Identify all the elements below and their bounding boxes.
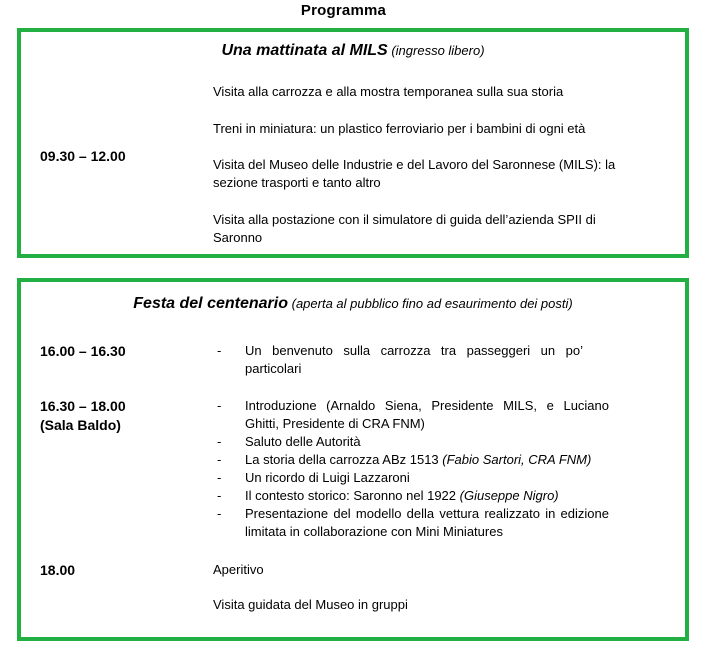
- morning-item-2: Treni in miniatura: un plastico ferroviario per i bambini di ogni età: [213, 121, 586, 136]
- centenary-section-title: [21, 295, 685, 313]
- morning-item-1: Visita alla carrozza e alla mostra temporanea sulla sua storia: [213, 84, 564, 99]
- slot2-item-2: - Saluto delle Autorità: [217, 433, 609, 451]
- slot2-item-6: - Presentazione del modello della vettura realizzato in edizione limitata in collaborazione con Mini Miniatures: [217, 505, 609, 541]
- morning-item-3: Visita del Museo delle Industrie e del Lavoro del Saronnese (MILS): la sezione trasporti e tanto altro: [213, 157, 616, 190]
- slot2-item-4: - Un ricordo di Luigi Lazzaroni: [217, 469, 609, 487]
- slot1-item-1: - Un benvenuto sulla carrozza tra passeggeri un po’ particolari: [217, 342, 583, 378]
- slot2-list: [217, 397, 609, 541]
- slot1-list: [217, 342, 583, 378]
- slot3-item-2: Visita guidata del Museo in gruppi: [213, 597, 408, 612]
- morning-program-box: [17, 28, 689, 258]
- slot2-time: 16.30 – 18.00: [40, 398, 126, 414]
- page-heading: Programma: [300, 2, 387, 19]
- morning-section-title: [21, 42, 685, 60]
- slot2-item-1: - Introduzione (Arnaldo Siena, Presidente MILS, e Luciano Ghitti, Presidente di CRA FNM): [217, 397, 609, 433]
- slot2-item-5: - Il contesto storico: Saronno nel 1922 (Giuseppe Nigro): [217, 487, 609, 505]
- morning-time: 09.30 – 12.00: [40, 148, 126, 164]
- slot2-place: (Sala Baldo): [40, 417, 121, 433]
- morning-title-note: (ingresso libero): [391, 43, 485, 58]
- centenary-program-box: [17, 278, 689, 641]
- morning-item-4: Visita alla postazione con il simulatore di guida dell’azienda SPII di Saronno: [213, 212, 596, 245]
- slot3-item-1: Aperitivo: [213, 562, 264, 577]
- centenary-title-note: (aperta al pubblico fino ad esaurimento dei posti): [291, 296, 573, 311]
- centenary-title: Festa del centenario: [133, 295, 288, 312]
- slot2-item-3: - La storia della carrozza ABz 1513 (Fabio Sartori, CRA FNM): [217, 451, 609, 469]
- slot3-time: 18.00: [40, 562, 76, 578]
- slot1-time: 16.00 – 16.30: [40, 343, 126, 359]
- morning-title: Una mattinata al MILS: [221, 42, 388, 59]
